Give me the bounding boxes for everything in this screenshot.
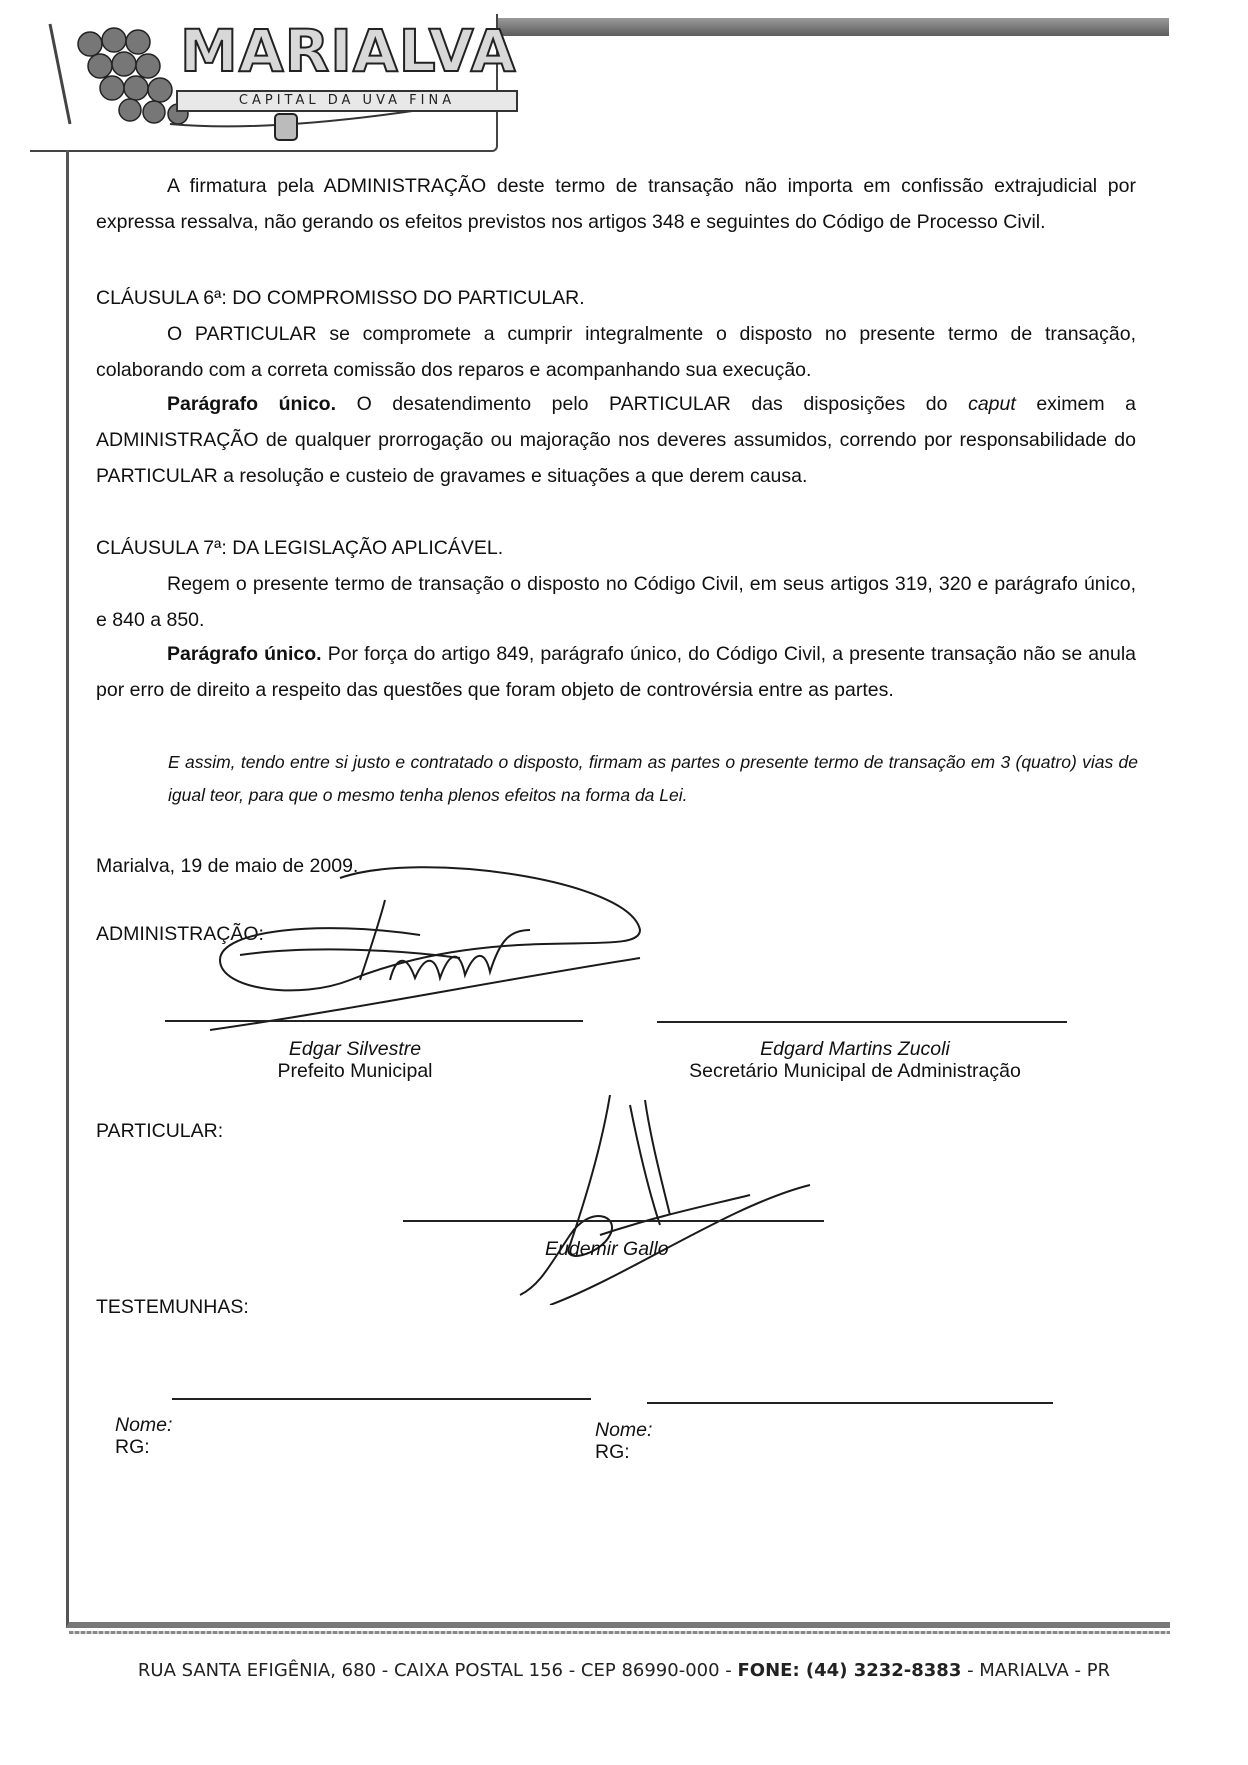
paragraph-firmatura: A firmatura pela ADMINISTRAÇÃO deste termo de transação não importa em confissão extrajudicial por expressa ressalva, não gerando os efeitos previstos nos artigos 348 e seguintes do Código de Processo Civil.: [96, 175, 1136, 233]
testemunhas-label: TESTEMUNHAS:: [96, 1296, 249, 1318]
signer-2-name: Edgard Martins Zucoli: [760, 1038, 950, 1060]
witness-1: [115, 1414, 172, 1458]
signer-2: [660, 1038, 1050, 1082]
footer-address: [0, 1660, 1248, 1681]
clause-6-heading: CLÁUSULA 6ª: DO COMPROMISSO DO PARTICULAR.: [96, 287, 585, 309]
paragraph-text: Por força do artigo 849, parágrafo único, do Código Civil, a presente transação não se anula por erro de direito a respeito das questões que foram objeto de controvérsia entre as partes.: [96, 643, 1136, 701]
marialva-logo: [30, 14, 517, 152]
date-line: Marialva, 19 de maio de 2009.: [96, 855, 359, 877]
witness-1-nome: Nome:: [115, 1414, 173, 1436]
witness-2-rg: RG:: [595, 1441, 630, 1463]
signature-line: [403, 1220, 824, 1222]
caput-term: caput: [968, 393, 1016, 415]
signature-administracao: [200, 860, 660, 1040]
signer-2-role: Secretário Municipal de Administração: [689, 1060, 1021, 1082]
clause-7-text: Regem o presente termo de transação o disposto no Código Civil, em seus artigos 319, 320 e parágrafo único, e 840 a 850.: [96, 573, 1136, 631]
coat-of-arms-icon: [275, 114, 297, 140]
clause-6-paragraph: [96, 386, 1136, 494]
clause-7-heading: CLÁUSULA 7ª: DA LEGISLAÇÃO APLICÁVEL.: [96, 537, 504, 559]
clause-6-text: O PARTICULAR se compromete a cumprir integralmente o disposto no presente termo de transação, colaborando com a correta comissão dos reparos e acompanhando sua execução.: [96, 323, 1136, 381]
clause-7-paragraph: [96, 636, 1136, 708]
witness-1-rg: RG:: [115, 1436, 150, 1458]
footer-city: - MARIALVA - PR: [961, 1660, 1111, 1681]
signer-1: [165, 1038, 545, 1082]
signer-1-role: Prefeito Municipal: [277, 1060, 433, 1082]
logo-subtitle: CAPITAL DA UVA FINA: [176, 90, 518, 112]
witness-line: [647, 1402, 1053, 1404]
footer-phone: FONE: (44) 3232-8383: [737, 1660, 962, 1681]
particular-name: Eudemir Gallo: [545, 1238, 669, 1260]
witness-2-nome: Nome:: [595, 1419, 653, 1441]
paragraph-text: eximem a ADMINISTRAÇÃO de qualquer prorrogação ou majoração nos deveres assumidos, correndo por responsabilidade do PARTICULAR a resolução e custeio de gravames e situações a que derem causa.: [96, 393, 1136, 487]
footer-street: RUA SANTA EFIGÊNIA, 680 - CAIXA POSTAL 156 - CEP 86990-000 -: [137, 1660, 738, 1681]
signature-particular: [510, 1095, 820, 1305]
witness-line: [172, 1398, 591, 1400]
paragraph-text: O desatendimento pelo PARTICULAR das disposições do: [336, 393, 969, 415]
signer-1-name: Edgar Silvestre: [288, 1038, 422, 1060]
closing-statement: E assim, tendo entre si justo e contratado o disposto, firmam as partes o presente termo de transação em 3 (quatro) vias de igual teor, para que o mesmo tenha plenos efeitos na forma da Lei.: [168, 752, 1138, 805]
particular-label: PARTICULAR:: [96, 1120, 224, 1142]
signature-line: [657, 1021, 1067, 1023]
logo-title: MARIALVA: [180, 17, 517, 85]
paragraph-label: Parágrafo único.: [167, 393, 337, 415]
header-bar: [497, 18, 1169, 36]
witness-2: [595, 1419, 652, 1463]
administracao-label: ADMINISTRAÇÃO:: [96, 923, 264, 945]
paragraph-label: Parágrafo único.: [167, 643, 322, 665]
signature-line: [165, 1020, 583, 1022]
